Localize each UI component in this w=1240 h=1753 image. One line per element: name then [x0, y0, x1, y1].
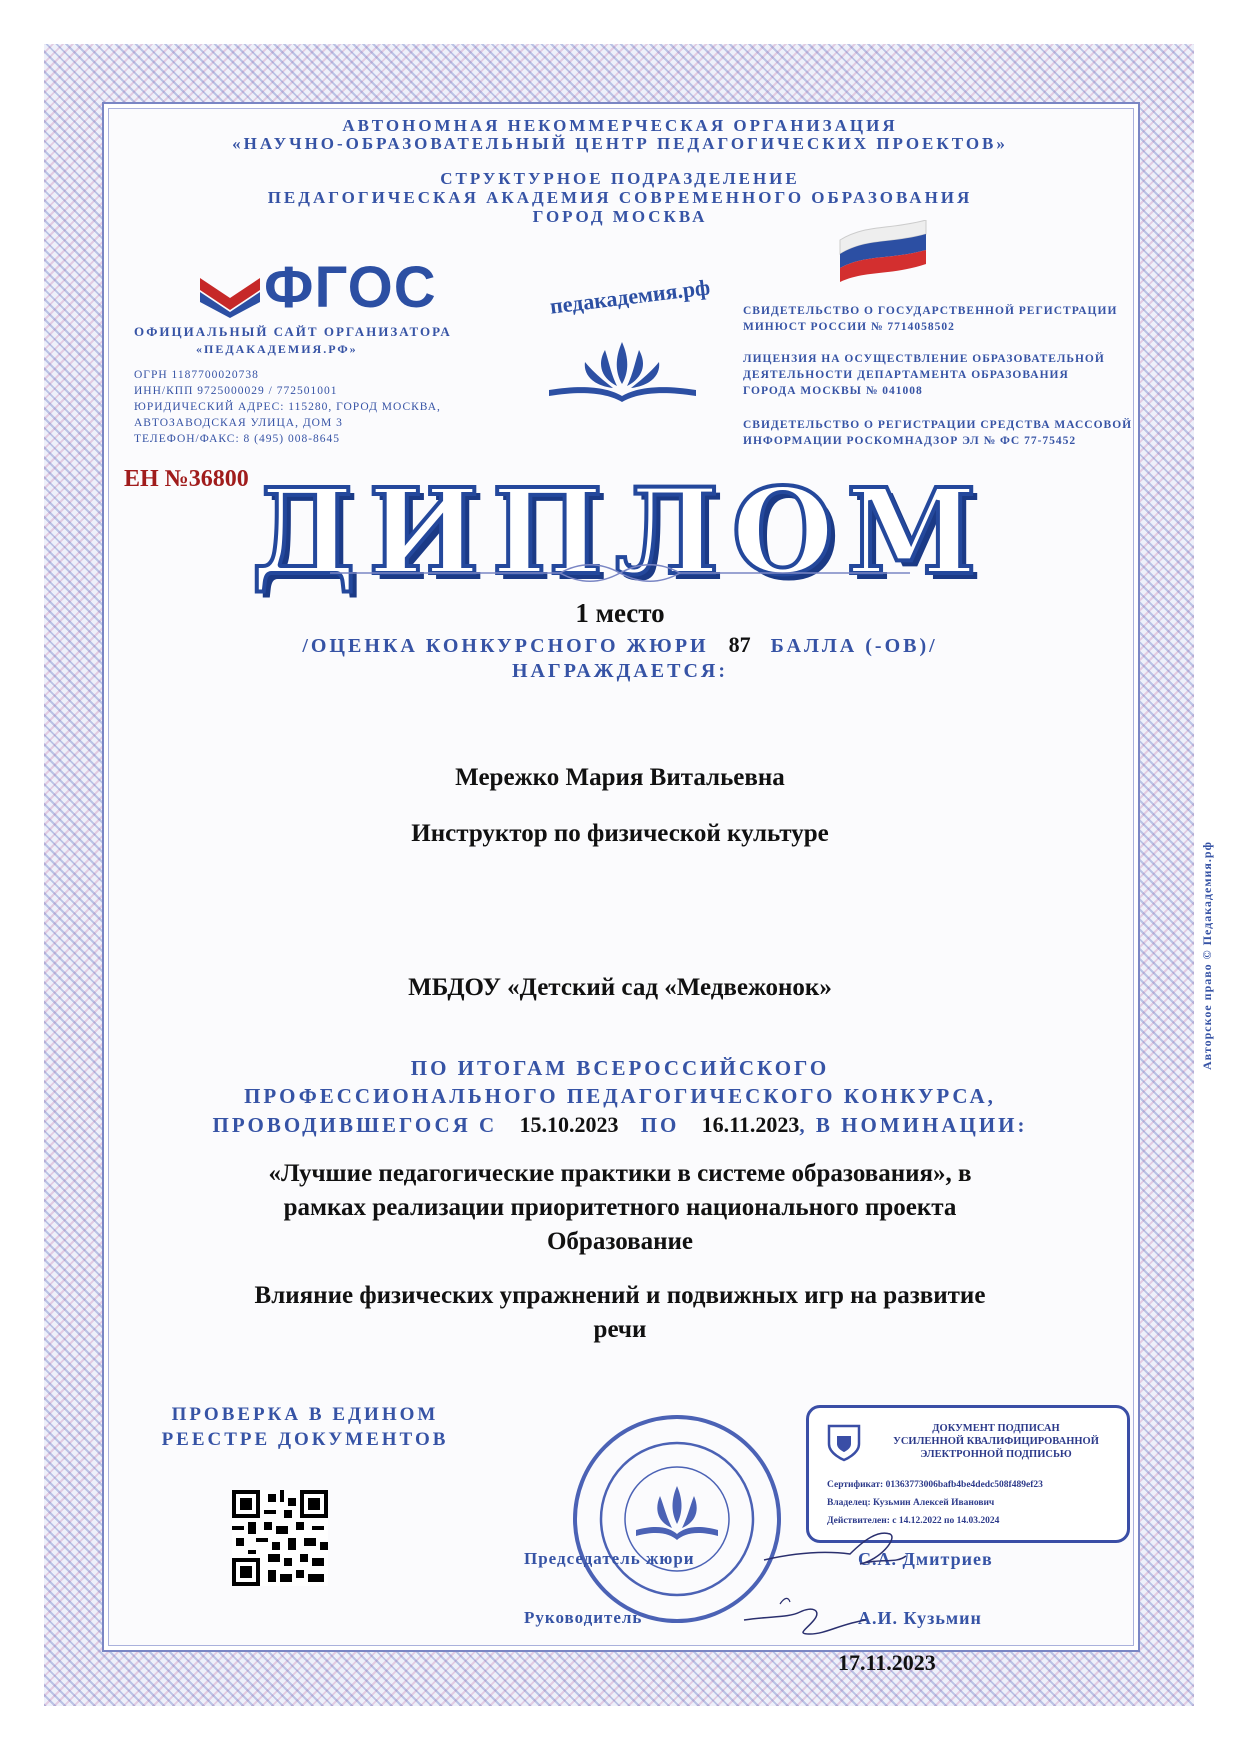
esign-title-2: УСИЛЕННОЙ КВАЛИФИЦИРОВАННОЙ [893, 1436, 1099, 1447]
recipient-institution: МБДОУ «Детский сад «Медвежонок» [408, 974, 832, 1001]
reg-line-2: МИНЮСТ РОССИИ № 7714058502 [743, 321, 955, 333]
license-line-3: ГОРОДА МОСКВЫ № 041008 [743, 385, 923, 397]
esign-title-1: ДОКУМЕНТ ПОДПИСАН [932, 1423, 1060, 1434]
score-value: 87 [728, 632, 751, 657]
date-to: 16.11.2023 [701, 1112, 800, 1137]
head-signature [740, 1590, 870, 1650]
contest-line-2: ПРОФЕССИОНАЛЬНОГО ПЕДАГОГИЧЕСКОГО КОНКУРСА, [244, 1084, 996, 1108]
contest-line-3 [0, 1112, 1240, 1138]
score-suffix: БАЛЛА (-ОВ)/ [770, 635, 938, 657]
license-line-2: ДЕЯТЕЛЬНОСТИ ДЕПАРТАМЕНТА ОБРАЗОВАНИЯ [743, 369, 1069, 381]
russia-flag-icon [838, 220, 928, 282]
esign-title-3: ЭЛЕКТРОННОЙ ПОДПИСЬЮ [920, 1449, 1072, 1460]
copyright-vertical: Авторское право © Педакадемия.рф [1200, 841, 1214, 1070]
qr-code[interactable] [232, 1490, 328, 1586]
fgos-chevron-icon [200, 268, 260, 318]
diploma-title: ДИПЛОМ [251, 462, 989, 601]
contest-period-label: ПРОВОДИВШЕГОСЯ С [212, 1113, 498, 1137]
fgos-logo [200, 255, 456, 320]
qr-code-icon [232, 1490, 328, 1586]
inn-text: ИНН/КПП 9725000029 / 772501001 [134, 385, 338, 397]
chair-label: Председатель жюри [524, 1549, 695, 1568]
awarded-label: НАГРАЖДАЕТСЯ: [511, 660, 729, 682]
org-line-1: АВТОНОМНАЯ НЕКОММЕРЧЕСКАЯ ОРГАНИЗАЦИЯ [342, 116, 898, 135]
license-line-1: ЛИЦЕНЗИЯ НА ОСУЩЕСТВЛЕНИЕ ОБРАЗОВАТЕЛЬНОЙ [743, 353, 1105, 365]
pedakademia-wordmark: педакадемия.рф [548, 274, 712, 319]
issue-date: 17.11.2023 [838, 1650, 936, 1675]
emblem-shield-icon [827, 1424, 861, 1462]
verify-line-2: РЕЕСТРЕ ДОКУМЕНТОВ [161, 1429, 449, 1450]
verify-line-1: ПРОВЕРКА В ЕДИНОМ [171, 1404, 439, 1425]
ogrn-text: ОГРН 1187700020738 [134, 369, 259, 381]
esign-validity: Действителен: с 14.12.2022 по 14.03.2024 [827, 1516, 1000, 1526]
chair-name: С.А. Дмитриев [858, 1549, 993, 1569]
site-line-2: «ПЕДАКАДЕМИЯ.РФ» [196, 342, 358, 356]
head-name: А.И. Кузьмин [858, 1608, 982, 1628]
org-line-2: «НАУЧНО-ОБРАЗОВАТЕЛЬНЫЙ ЦЕНТР ПЕДАГОГИЧЕСКИХ ПРОЕКТОВ» [232, 134, 1008, 153]
phone-text: ТЕЛЕФОН/ФАКС: 8 (495) 008-8645 [134, 433, 341, 445]
reg-line-1: СВИДЕТЕЛЬСТВО О ГОСУДАРСТВЕННОЙ РЕГИСТРАЦИИ [743, 305, 1118, 317]
work-title-line-2: речи [593, 1316, 647, 1343]
diploma-number: ЕН №36800 [124, 466, 249, 492]
site-line-1: ОФИЦИАЛЬНЫЙ САЙТ ОРГАНИЗАТОРА [134, 324, 452, 339]
fgos-text: ФГОС [264, 255, 437, 320]
recipient-name: Мережко Мария Витальевна [455, 764, 785, 791]
work-title-line-1: Влияние физических упражнений и подвижных игр на развитие [254, 1282, 986, 1309]
nomination-label: , В НОМИНАЦИИ: [799, 1113, 1028, 1137]
media-line-1: СВИДЕТЕЛЬСТВО О РЕГИСТРАЦИИ СРЕДСТВА МАССОВОЙ [743, 419, 1133, 431]
nomination-line-2: рамках реализации приоритетного национального проекта [283, 1194, 957, 1221]
date-from: 15.10.2023 [519, 1112, 619, 1137]
esign-owner: Владелец: Кузьмин Алексей Иванович [827, 1498, 995, 1508]
org-line-4: ПЕДАГОГИЧЕСКАЯ АКАДЕМИЯ СОВРЕМЕННОГО ОБРАЗОВАНИЯ [267, 188, 973, 207]
title-flourish-icon [330, 562, 910, 584]
org-line-3: СТРУКТУРНОЕ ПОДРАЗДЕЛЕНИЕ [440, 169, 800, 188]
score-prefix: /ОЦЕНКА КОНКУРСНОГО ЖЮРИ [302, 635, 709, 657]
media-line-2: ИНФОРМАЦИИ РОСКОМНАДЗОР ЭЛ № ФС 77-75452 [743, 435, 1077, 447]
place-text: 1 место [575, 598, 665, 628]
nomination-line-3: Образование [546, 1228, 694, 1255]
esign-certificate: Сертификат: 01363773006bafb4be4dedc508f489ef23 [827, 1480, 1043, 1490]
esign-header [879, 1422, 1113, 1461]
score-line [0, 632, 1240, 658]
recipient-position: Инструктор по физической культуре [411, 820, 829, 847]
head-label: Руководитель [524, 1608, 643, 1627]
address-line-2: АВТОЗАВОДСКАЯ УЛИЦА, ДОМ 3 [134, 417, 343, 429]
org-line-5: ГОРОД МОСКВА [532, 207, 708, 226]
lotus-book-icon [545, 338, 700, 406]
address-line-1: ЮРИДИЧЕСКИЙ АДРЕС: 115280, ГОРОД МОСКВА, [134, 401, 441, 413]
contest-to-label: ПО [640, 1113, 680, 1137]
nomination-line-1: «Лучшие педагогические практики в системе образования», в [268, 1160, 972, 1187]
contest-line-1: ПО ИТОГАМ ВСЕРОССИЙСКОГО [410, 1056, 830, 1080]
chair-signature [760, 1520, 910, 1580]
